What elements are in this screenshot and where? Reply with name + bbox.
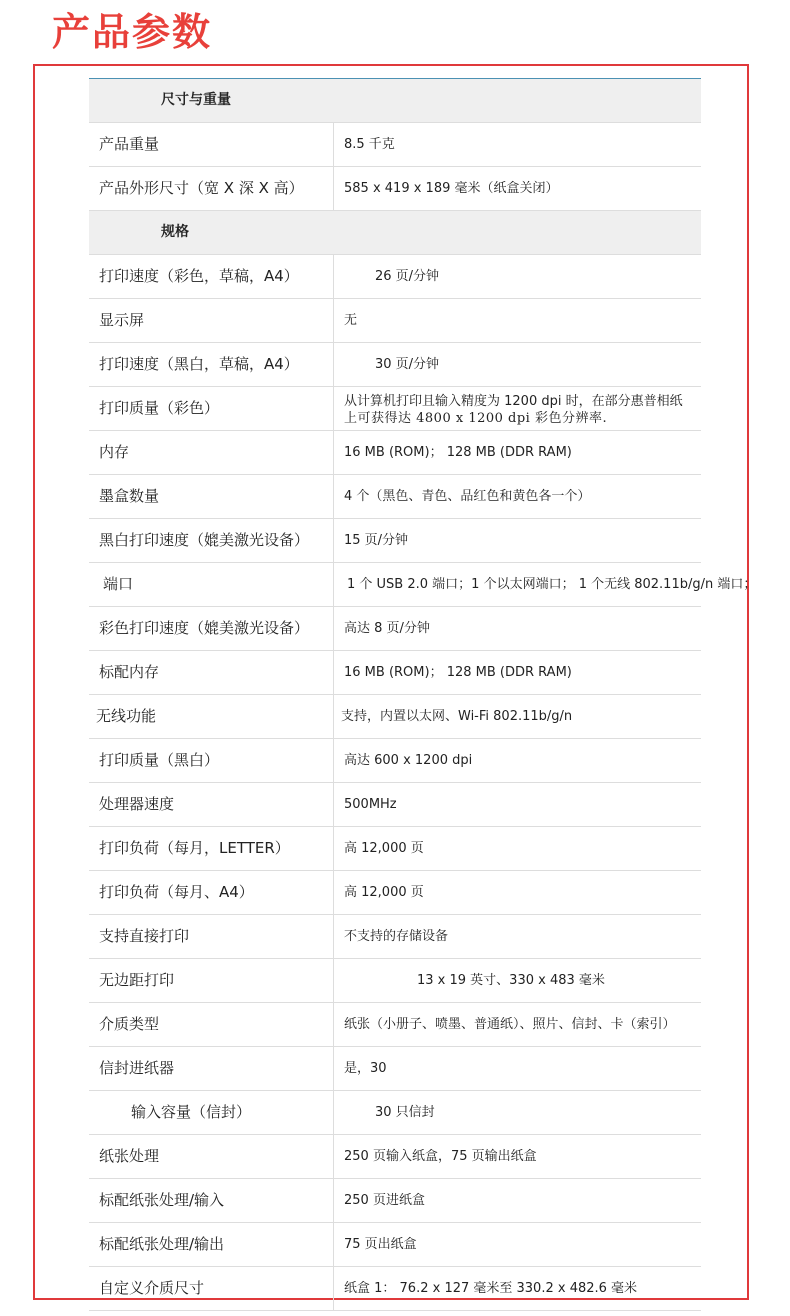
table-row (89, 739, 701, 783)
row-value: 不支持的存储设备 (344, 929, 449, 944)
table-row (89, 959, 701, 1003)
section-title: 规格 (161, 224, 189, 240)
table-row (89, 1135, 701, 1179)
table-row (89, 431, 701, 475)
table-row (89, 871, 701, 915)
row-label: 信封进纸器 (99, 1059, 175, 1077)
section-header-size-weight (89, 79, 701, 123)
row-label: 打印速度（彩色，草稿，A4） (99, 267, 299, 285)
row-label: 黑白打印速度（媲美激光设备） (99, 531, 310, 549)
row-label: 无线功能 (96, 707, 157, 725)
row-value: 30 只信封 (375, 1105, 435, 1120)
row-label: 介质类型 (99, 1015, 160, 1033)
table-row (89, 299, 701, 343)
row-value: 250 页输入纸盒，75 页输出纸盒 (344, 1149, 537, 1164)
row-value-line2: 上可获得达 4800 x 1200 dpi 彩色分辨率. (344, 411, 608, 426)
table-row (89, 167, 701, 211)
row-label: 墨盒数量 (99, 487, 160, 505)
row-value: 250 页进纸盒 (344, 1193, 425, 1208)
row-value: 是，30 (344, 1061, 387, 1076)
row-value: 纸盒 1： 76.2 x 127 毫米至 330.2 x 482.6 毫米 (344, 1281, 638, 1296)
section-title: 尺寸与重量 (161, 92, 231, 108)
row-label: 打印速度（黑白，草稿，A4） (99, 355, 299, 373)
row-value: 支持，内置以太网、Wi-Fi 802.11b/g/n (341, 709, 573, 724)
table-row (89, 343, 701, 387)
row-label: 支持直接打印 (99, 927, 190, 945)
page-title: 产品参数 (52, 10, 213, 54)
row-label: 打印负荷（每月，LETTER） (99, 839, 290, 857)
row-label: 自定义介质尺寸 (99, 1279, 205, 1297)
row-value: 高达 600 x 1200 dpi (344, 753, 473, 768)
row-value: 1 个 USB 2.0 端口；1 个以太网端口； 1 个无线 802.11b/g/n 端口； (347, 577, 757, 592)
row-label: 产品重量 (99, 135, 160, 153)
row-value: 13 x 19 英寸、330 x 483 毫米 (417, 973, 605, 988)
row-value: 26 页/分钟 (375, 269, 440, 284)
row-value: 75 页出纸盒 (344, 1237, 417, 1252)
row-label: 内存 (99, 443, 130, 461)
table-row (89, 651, 701, 695)
table-row (89, 1003, 701, 1047)
table-row (89, 1267, 701, 1311)
row-value: 高达 8 页/分钟 (344, 621, 430, 636)
row-value: 16 MB (ROM)； 128 MB (DDR RAM) (344, 665, 572, 680)
table-row (89, 827, 701, 871)
row-label: 彩色打印速度（媲美激光设备） (99, 619, 310, 637)
row-label: 标配纸张处理/输入 (99, 1191, 225, 1209)
table-row (89, 1179, 701, 1223)
table-row (89, 563, 757, 607)
row-label: 产品外形尺寸（宽 X 深 X 高） (99, 179, 304, 197)
row-value: 高 12,000 页 (344, 885, 424, 900)
table-row (89, 1091, 701, 1135)
table-row (89, 475, 701, 519)
table-row (89, 123, 701, 167)
row-value: 500MHz (344, 797, 397, 812)
table-row (89, 255, 701, 299)
row-label: 打印质量（彩色） (99, 399, 220, 417)
row-value: 16 MB (ROM)； 128 MB (DDR RAM) (344, 445, 572, 460)
table-row (89, 519, 701, 563)
row-label: 显示屏 (99, 311, 145, 329)
row-value (344, 393, 706, 427)
section-header-specs (89, 211, 701, 255)
row-label: 端口 (103, 575, 134, 593)
table-row (89, 387, 701, 431)
row-value-line1: 从计算机打印且输入精度为 1200 dpi 时，在部分惠普相纸 (344, 394, 683, 409)
row-label: 打印质量（黑白） (99, 751, 220, 769)
row-value: 30 页/分钟 (375, 357, 440, 372)
row-label: 纸张处理 (99, 1147, 160, 1165)
row-value: 高 12,000 页 (344, 841, 424, 856)
row-label: 处理器速度 (99, 795, 175, 813)
row-label: 输入容量（信封） (131, 1103, 252, 1121)
row-value: 4 个（黑色、青色、品红色和黄色各一个） (344, 489, 591, 504)
row-value: 585 x 419 x 189 毫米（纸盒关闭） (344, 181, 559, 196)
table-row (89, 695, 701, 739)
table-row (89, 915, 701, 959)
table-row (89, 783, 701, 827)
row-label: 标配内存 (99, 663, 160, 681)
table-row (89, 1047, 701, 1091)
row-value: 纸张（小册子、喷墨、普通纸）、照片、信封、卡（索引） (344, 1017, 676, 1032)
row-value: 8.5 千克 (344, 137, 395, 152)
row-value: 15 页/分钟 (344, 533, 409, 548)
table-row (89, 607, 701, 651)
table-row (89, 1223, 701, 1267)
spec-table (89, 78, 757, 1311)
row-label: 标配纸张处理/输出 (99, 1235, 225, 1253)
row-label: 无边距打印 (99, 971, 175, 989)
row-value: 无 (344, 313, 358, 328)
row-label: 打印负荷（每月、A4） (99, 883, 254, 901)
